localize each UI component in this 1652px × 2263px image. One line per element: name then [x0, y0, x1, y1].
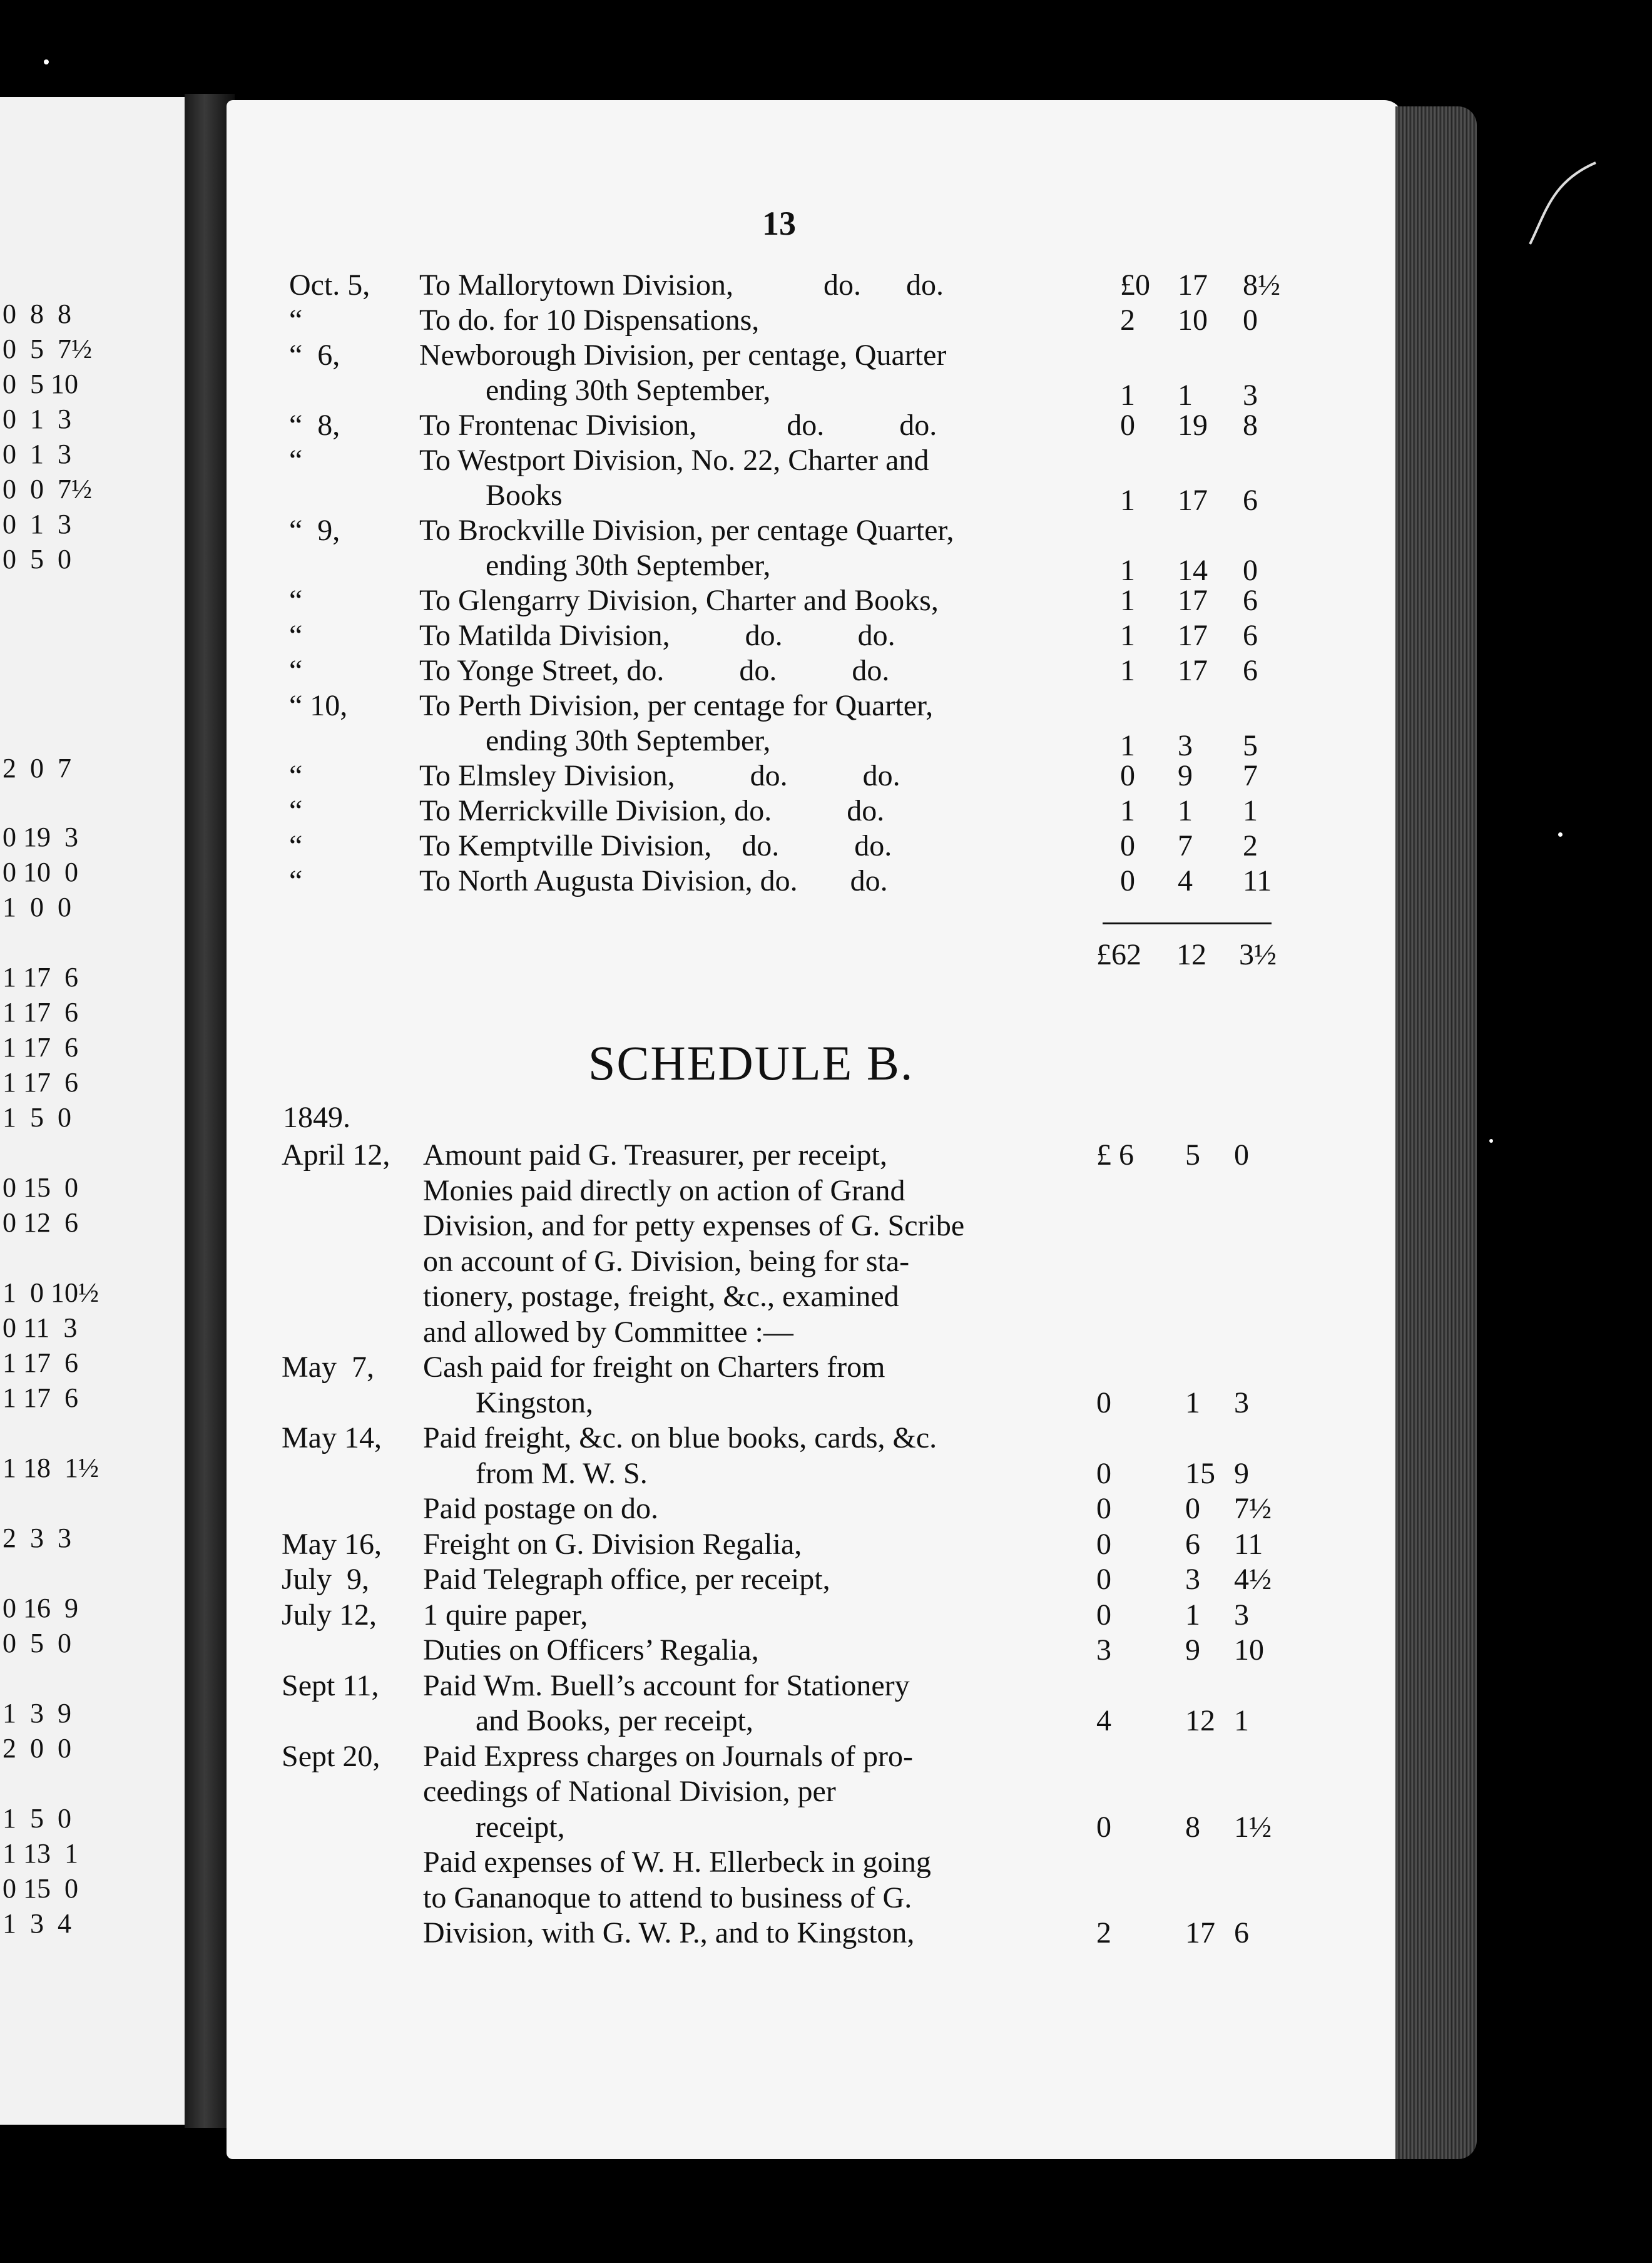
ledger-text: to Gananoque to attend to business of G. — [423, 1881, 912, 1914]
left-page-row: 1 17 6 — [3, 1032, 78, 1063]
left-page-row: 0 10 0 — [3, 857, 78, 887]
left-page-row: 0 5 0 — [3, 544, 71, 575]
amount-pounds: 1 — [1120, 379, 1135, 412]
ledger-text: Paid Telegraph office, per receipt, — [423, 1563, 830, 1596]
amount-shillings: 8 — [1185, 1810, 1200, 1844]
ledger-text: Division, and for petty expenses of G. Scribe — [423, 1209, 965, 1242]
ledger-text: Amount paid G. Treasurer, per receipt, — [423, 1138, 887, 1172]
ledger-text: Freight on G. Division Regalia, — [423, 1527, 802, 1561]
amount-pounds: 1 — [1120, 729, 1135, 762]
ledger-date: Sept 11, — [282, 1668, 379, 1702]
amount-pence: 2 — [1243, 829, 1258, 862]
amount-pence: 4½ — [1234, 1563, 1272, 1596]
amount-pence: 6 — [1234, 1916, 1249, 1949]
left-page-row: 1 0 10½ — [3, 1277, 99, 1308]
amount-pounds: 0 — [1120, 409, 1135, 442]
amount-pounds: 1 — [1120, 484, 1135, 517]
amount-shillings: 19 — [1178, 409, 1208, 442]
ledger-text: Newborough Division, per centage, Quarter — [419, 339, 947, 372]
ledger-date: “ — [289, 444, 303, 477]
schedule-year: 1849. — [283, 1101, 350, 1134]
ledger-text: Paid expenses of W. H. Ellerbeck in going — [423, 1846, 931, 1879]
ledger-date: April 12, — [282, 1138, 390, 1172]
left-page-row: 0 5 10 — [3, 369, 78, 399]
ledger-text: Cash paid for freight on Charters from — [423, 1351, 885, 1384]
amount-shillings: 3 — [1185, 1563, 1200, 1596]
left-page-row: 0 0 7½ — [3, 474, 92, 504]
amount-shillings: 17 — [1178, 619, 1208, 652]
ledger-text: To Mallorytown Division, do. do. — [419, 268, 944, 302]
amount-pence: 0 — [1234, 1138, 1249, 1172]
left-page-row: 0 1 3 — [3, 404, 71, 434]
left-page-row: 1 0 0 — [3, 892, 71, 922]
ledger-text: To Brockville Division, per centage Quarter, — [419, 514, 954, 547]
amount-pounds: 1 — [1120, 794, 1135, 827]
total-rule — [1103, 922, 1272, 924]
ledger-text: To North Augusta Division, do. do. — [419, 864, 888, 897]
amount-shillings: 17 — [1178, 484, 1208, 517]
amount-shillings: 9 — [1185, 1633, 1200, 1667]
amount-pence: 3 — [1234, 1598, 1249, 1632]
ledger-text: from M. W. S. — [476, 1456, 648, 1490]
amount-pence: 1 — [1243, 794, 1258, 827]
ledger-text: tionery, postage, freight, &c., examined — [423, 1280, 899, 1313]
amount-shillings: 14 — [1178, 554, 1208, 587]
amount-pounds: 1 — [1120, 654, 1135, 687]
ledger-text: receipt, — [476, 1810, 565, 1844]
amount-pounds: 1 — [1120, 584, 1135, 617]
amount-shillings: 1 — [1178, 794, 1193, 827]
ledger-date: “ — [289, 864, 303, 897]
ledger-date: “ — [289, 829, 303, 862]
left-page-row: 2 0 7 — [3, 753, 71, 784]
amount-shillings: 17 — [1185, 1916, 1215, 1949]
amount-pounds: 0 — [1120, 864, 1135, 897]
left-page-row: 0 15 0 — [3, 1172, 78, 1203]
ledger-text: To Elmsley Division, do. do. — [419, 759, 900, 792]
amount-pence: 0 — [1243, 554, 1258, 587]
ledger-text: Monies paid directly on action of Grand — [423, 1173, 905, 1207]
amount-pence: 1½ — [1234, 1810, 1272, 1844]
amount-shillings: 4 — [1178, 864, 1193, 897]
amount-pence: 10 — [1234, 1633, 1264, 1667]
ledger-text: To do. for 10 Dispensations, — [419, 304, 760, 337]
amount-shillings: 9 — [1178, 759, 1193, 792]
amount-pounds: 4 — [1096, 1704, 1111, 1737]
ledger-date: “ 10, — [289, 689, 348, 722]
amount-pence: 0 — [1243, 304, 1258, 337]
ledger-date: May 7, — [282, 1351, 374, 1384]
amount-pounds: 0 — [1120, 829, 1135, 862]
ledger-date: “ 9, — [289, 514, 340, 547]
amount-pounds: 0 — [1096, 1527, 1111, 1561]
ledger-text: To Merrickville Division, do. do. — [419, 794, 885, 827]
left-page-row: 1 18 1½ — [3, 1453, 99, 1483]
ledger-text: ceedings of National Division, per — [423, 1775, 836, 1808]
amount-shillings: 1 — [1185, 1598, 1200, 1632]
ledger-date: “ — [289, 619, 303, 652]
amount-pounds: 2 — [1120, 304, 1135, 337]
ledger-date: “ 8, — [289, 409, 340, 442]
amount-pounds: 0 — [1096, 1810, 1111, 1844]
left-page-row: 1 17 6 — [3, 1347, 78, 1378]
page-number: 13 — [762, 205, 796, 242]
ledger-text: ending 30th September, — [486, 724, 771, 757]
ledger-text: To Glengarry Division, Charter and Books, — [419, 584, 939, 617]
left-page-row: 1 17 6 — [3, 1382, 78, 1413]
ledger-text: Paid Wm. Buell’s account for Stationery — [423, 1668, 910, 1702]
left-page-row: 0 15 0 — [3, 1873, 78, 1904]
left-page-row: 0 12 6 — [3, 1207, 78, 1238]
amount-pence: 6 — [1243, 584, 1258, 617]
amount-pounds: 0 — [1120, 759, 1135, 792]
amount-shillings: 1 — [1185, 1386, 1200, 1419]
amount-pounds: 0 — [1096, 1386, 1111, 1419]
ledger-text: To Westport Division, No. 22, Charter and — [419, 444, 929, 477]
amount-pounds: 1 — [1120, 619, 1135, 652]
left-page-row: 1 3 9 — [3, 1698, 71, 1729]
ledger-date: Sept 20, — [282, 1739, 380, 1773]
left-page-row: 0 1 3 — [3, 509, 71, 539]
ledger-text: Paid freight, &c. on blue books, cards, &c. — [423, 1421, 937, 1454]
amount-pence: 3 — [1243, 379, 1258, 412]
ribbon-mark — [1527, 156, 1602, 250]
left-page-row: 2 3 3 — [3, 1523, 71, 1553]
amount-shillings: 17 — [1178, 654, 1208, 687]
ledger-date: “ — [289, 584, 303, 617]
ledger-text: To Frontenac Division, do. do. — [419, 409, 937, 442]
amount-shillings: 0 — [1185, 1492, 1200, 1525]
left-page-row: 1 13 1 — [3, 1838, 78, 1869]
ledger-text: To Perth Division, per centage for Quarter, — [419, 689, 934, 722]
ledger-text: 1 quire paper, — [423, 1598, 588, 1632]
amount-shillings: 17 — [1178, 584, 1208, 617]
amount-shillings: 12 — [1185, 1704, 1215, 1737]
amount-shillings: 10 — [1178, 304, 1208, 337]
amount-pence: 8½ — [1243, 268, 1280, 302]
amount-pence: 7 — [1243, 759, 1258, 792]
amount-shillings: 15 — [1185, 1456, 1215, 1490]
ledger-date: July 12, — [282, 1598, 377, 1632]
left-page-row: 1 17 6 — [3, 1067, 78, 1098]
amount-pence: 8 — [1243, 409, 1258, 442]
ledger-text: and allowed by Committee :— — [423, 1315, 793, 1349]
dust-fleck — [44, 59, 49, 64]
ledger-text: ending 30th September, — [486, 374, 771, 407]
ledger-text: Kingston, — [476, 1386, 594, 1419]
amount-pence: 11 — [1243, 864, 1272, 897]
ledger-text: To Matilda Division, do. do. — [419, 619, 895, 652]
ledger-text: To Kemptville Division, do. do. — [419, 829, 892, 862]
total-pence: 3½ — [1239, 938, 1277, 971]
left-page-row: 0 5 0 — [3, 1628, 71, 1658]
amount-pence: 1 — [1234, 1704, 1249, 1737]
amount-pence: 6 — [1243, 619, 1258, 652]
ledger-text: Duties on Officers’ Regalia, — [423, 1633, 759, 1667]
left-page-row: 0 1 3 — [3, 439, 71, 469]
ledger-text: on account of G. Division, being for sta- — [423, 1244, 910, 1278]
ledger-date: “ — [289, 759, 303, 792]
left-page-row: 1 17 6 — [3, 962, 78, 993]
ledger-text: Division, with G. W. P., and to Kingston, — [423, 1916, 915, 1949]
amount-pence: 11 — [1234, 1527, 1263, 1561]
ledger-text: To Yonge Street, do. do. do. — [419, 654, 890, 687]
left-page-row: 0 11 3 — [3, 1312, 78, 1343]
left-page-row: 0 5 7½ — [3, 334, 92, 364]
amount-shillings: 1 — [1178, 379, 1193, 412]
ledger-date: “ — [289, 794, 303, 827]
dust-fleck — [1489, 1139, 1493, 1143]
amount-pounds: £0 — [1120, 268, 1150, 302]
amount-pounds: 0 — [1096, 1598, 1111, 1632]
ledger-date: May 14, — [282, 1421, 382, 1454]
left-page-row: 1 5 0 — [3, 1102, 71, 1133]
ledger-text: ending 30th September, — [486, 549, 771, 582]
amount-pence: 6 — [1243, 654, 1258, 687]
amount-pence: 9 — [1234, 1456, 1249, 1490]
left-page-row: 1 17 6 — [3, 997, 78, 1028]
amount-pounds: 0 — [1096, 1492, 1111, 1525]
schedule-heading: SCHEDULE B. — [588, 1036, 914, 1090]
amount-pence: 6 — [1243, 484, 1258, 517]
amount-shillings: 7 — [1178, 829, 1193, 862]
dust-fleck — [1558, 832, 1563, 837]
left-page-row: 0 8 8 — [3, 299, 71, 329]
amount-pounds: 2 — [1096, 1916, 1111, 1949]
ledger-date: July 9, — [282, 1563, 370, 1596]
ledger-text: and Books, per receipt, — [476, 1704, 753, 1737]
amount-pounds: 3 — [1096, 1633, 1111, 1667]
ledger-date: “ — [289, 304, 303, 337]
amount-pounds: £ 6 — [1096, 1138, 1134, 1172]
amount-pence: 5 — [1243, 729, 1258, 762]
amount-pounds: 0 — [1096, 1563, 1111, 1596]
left-page-row: 0 16 9 — [3, 1593, 78, 1623]
amount-pence: 7½ — [1234, 1492, 1272, 1525]
amount-pounds: 0 — [1096, 1456, 1111, 1490]
page-edge-stack — [1395, 106, 1477, 2159]
amount-shillings: 5 — [1185, 1138, 1200, 1172]
ledger-date: Oct. 5, — [289, 268, 370, 302]
amount-shillings: 6 — [1185, 1527, 1200, 1561]
amount-shillings: 17 — [1178, 268, 1208, 302]
ledger-date: “ 6, — [289, 339, 340, 372]
amount-shillings: 3 — [1178, 729, 1193, 762]
left-page-row: 0 19 3 — [3, 822, 78, 852]
total-shillings: 12 — [1176, 938, 1206, 971]
ledger-date: May 16, — [282, 1527, 382, 1561]
ledger-date: “ — [289, 654, 303, 687]
ledger-text: Paid postage on do. — [423, 1492, 658, 1525]
ledger-text: Paid Express charges on Journals of pro- — [423, 1739, 913, 1773]
left-page-row: 1 3 4 — [3, 1908, 71, 1939]
total-pounds: £62 — [1096, 938, 1141, 971]
amount-pence: 3 — [1234, 1386, 1249, 1419]
left-page-row: 1 5 0 — [3, 1803, 71, 1834]
ledger-text: Books — [486, 479, 563, 512]
amount-pounds: 1 — [1120, 554, 1135, 587]
left-page-row: 2 0 0 — [3, 1733, 71, 1764]
